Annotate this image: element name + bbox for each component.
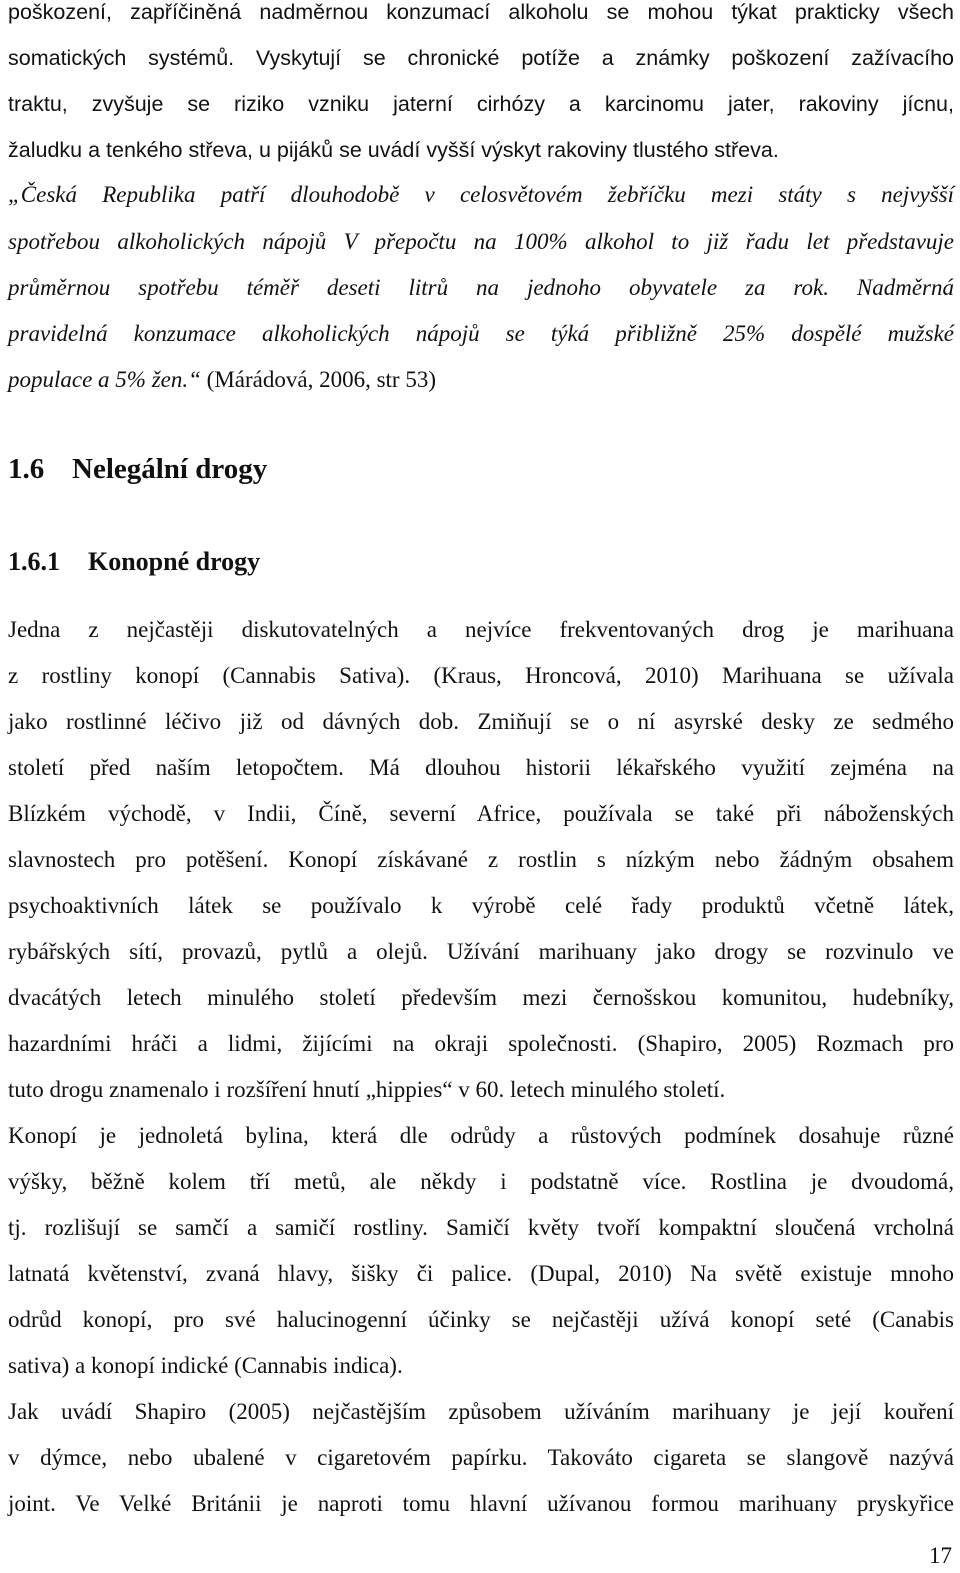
intro-line: žaludku a tenkého střeva, u pijáků se uvádí vyšší výskyt rakoviny tlustého střeva. [8, 138, 779, 162]
quote-line: spotřebou alkoholických nápojů V přepočtu na 100% alkohol to již řadu let představuje [8, 229, 954, 254]
body-line: Jak uvádí Shapiro (2005) nejčastějším způsobem užíváním marihuany je její kouření [8, 1399, 954, 1424]
intro-line: traktu, zvyšuje se riziko vzniku jaterní cirhózy a karcinomu jater, rakoviny jícnu, [8, 92, 954, 116]
body-line: sativa) a konopí indické (Cannabis indica). [8, 1353, 403, 1378]
body-line: dvacátých letech minulého století především mezi černošskou komunitou, hudebníky, [8, 985, 954, 1010]
body-line: hazardními hráči a lidmi, žijícími na okraji společnosti. (Shapiro, 2005) Rozmach pro [8, 1031, 954, 1056]
page-number: 17 [929, 1543, 952, 1568]
subsection-heading [8, 545, 260, 579]
quote-line-last [8, 365, 954, 395]
body-line: Blízkém východě, v Indii, Číně, severní Africe, používala se také při náboženských [8, 801, 954, 826]
quote-line: pravidelná konzumace alkoholických nápojů se týká přibližně 25% dospělé mužské [8, 321, 954, 346]
quote-line: průměrnou spotřebu téměř deseti litrů na jednoho obyvatele za rok. Nadměrná [8, 275, 954, 300]
body-line: Jedna z nejčastěji diskutovatelných a nejvíce frekventovaných drog je marihuana [8, 617, 954, 642]
body-line: jako rostlinné léčivo již od dávných dob. Zmiňují se o ní asyrské desky ze sedmého [8, 709, 954, 734]
body-line: tuto drogu znamenalo i rozšíření hnutí „hippies“ v 60. letech minulého století. [8, 1077, 726, 1102]
subsection-number: 1.6.1 [8, 547, 60, 576]
quote-line: „Česká Republika patří dlouhodobě v celosvětovém žebříčku mezi státy s nejvyšší [8, 182, 954, 207]
body-line: výšky, běžně kolem tří metů, ale někdy i podstatně více. Rostlina je dvoudomá, [8, 1169, 954, 1194]
section-number: 1.6 [8, 453, 45, 485]
body-line: rybářských sítí, provazů, pytlů a olejů. Užívání marihuany jako drogy se rozvinulo ve [8, 939, 954, 964]
body-line: Konopí je jednoletá bylina, která dle odrůdy a růstových podmínek dosahuje různé [8, 1123, 954, 1148]
intro-line: somatických systémů. Vyskytují se chronické potíže a známky poškození zažívacího [8, 46, 954, 70]
body-line: v dýmce, nebo ubalené v cigaretovém papírku. Takováto cigareta se slangově nazývá [8, 1445, 954, 1470]
body-line: tj. rozlišují se samčí a samičí rostliny. Samičí květy tvoří kompaktní sloučená vrcholná [8, 1215, 954, 1240]
section-title: Nelegální drogy [72, 453, 268, 485]
body-line: z rostliny konopí (Cannabis Sativa). (Kraus, Hroncová, 2010) Marihuana se užívala [8, 663, 954, 688]
body-line: století před naším letopočtem. Má dlouhou historii lékařského využití zejména na [8, 755, 954, 780]
subsection-title: Konopné drogy [88, 547, 261, 576]
quote-citation: (Márádová, 2006, str 53) [200, 367, 436, 392]
body-line: odrůd konopí, pro své halucinogenní účinky se nejčastěji užívá konopí seté (Canabis [8, 1307, 954, 1332]
body-line: slavnostech pro potěšení. Konopí získávané z rostlin s nízkým nebo žádným obsahem [8, 847, 954, 872]
section-heading [8, 451, 267, 487]
body-line: joint. Ve Velké Británii je naproti tomu hlavní užívanou formou marihuany pryskyřice [8, 1491, 954, 1516]
intro-line: poškození, zapříčiněná nadměrnou konzumací alkoholu se mohou týkat prakticky všech [8, 0, 954, 24]
body-line: latnatá květenství, zvaná hlavy, šišky či palice. (Dupal, 2010) Na světě existuje mnoho [8, 1261, 954, 1286]
body-line: psychoaktivních látek se používalo k výrobě celé řady produktů včetně látek, [8, 893, 954, 918]
quote-end: populace a 5% žen.“ [8, 367, 201, 392]
